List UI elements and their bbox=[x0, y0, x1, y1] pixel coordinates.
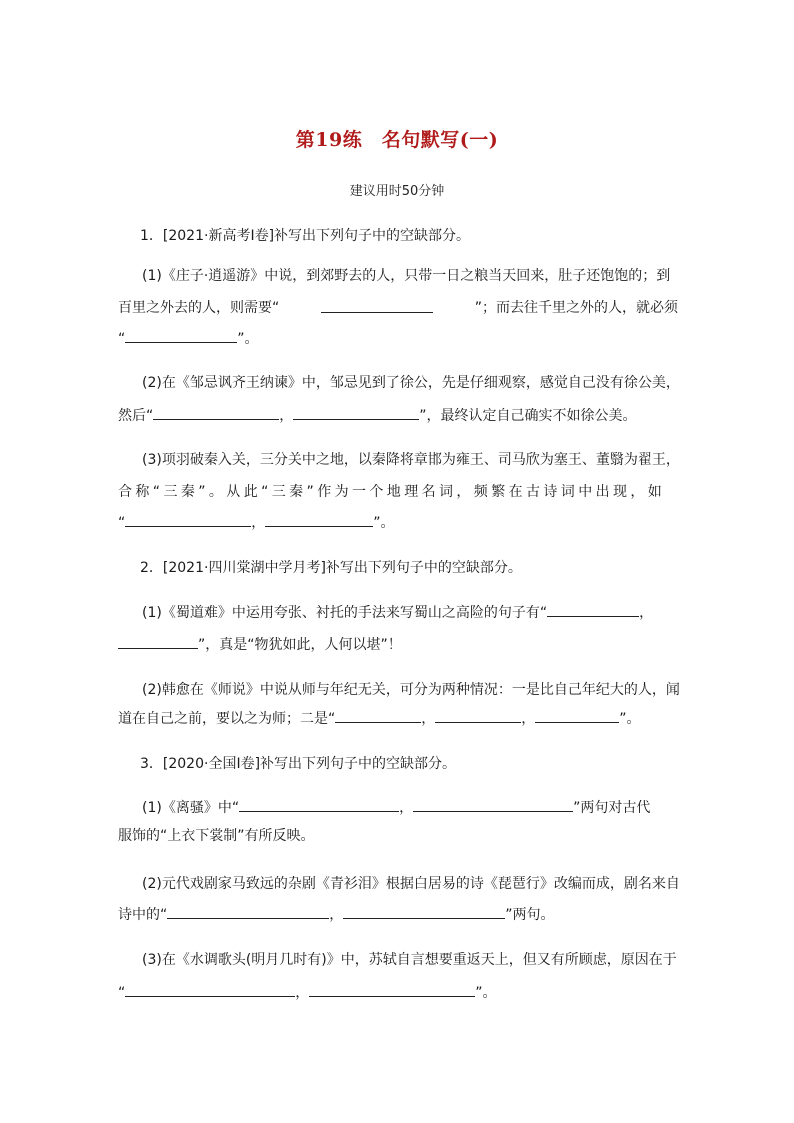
q1-item2-comma: ， bbox=[279, 408, 294, 424]
answer-blank[interactable] bbox=[535, 708, 619, 723]
q2-item2-comma-1: ， bbox=[421, 711, 436, 727]
q3-item2-comma: ， bbox=[329, 907, 344, 923]
q3-item1-line1 bbox=[142, 797, 650, 818]
q2-item2-close: ”。 bbox=[619, 711, 641, 727]
q1-item3-open: “ bbox=[118, 515, 126, 531]
answer-blank[interactable] bbox=[547, 602, 639, 617]
q1-item1-line2 bbox=[118, 298, 678, 318]
page-title: 第19练 名句默写(一) bbox=[295, 129, 499, 151]
q1-item2-line1: (2)在《邹忌讽齐王纳谏》中，邹忌见到了徐公，先是仔细观察，感觉自己没有徐公美， bbox=[142, 375, 680, 391]
q3-item3-line2 bbox=[118, 982, 497, 1003]
q1-item1-text-a: 百里之外去的人，则需要“ bbox=[118, 300, 280, 316]
question-2-header: 2．[2021·四川棠湖中学月考]补写出下列句子中的空缺部分。 bbox=[140, 560, 522, 576]
q1-item2-text-a: 然后“ bbox=[118, 408, 154, 424]
answer-blank[interactable] bbox=[435, 708, 521, 723]
q1-item1-line3 bbox=[118, 328, 259, 349]
q3-item2-line2 bbox=[118, 904, 555, 925]
answer-blank[interactable] bbox=[265, 512, 373, 527]
q3-item2-text-a: 诗中的“ bbox=[118, 907, 168, 923]
answer-blank[interactable] bbox=[125, 328, 237, 343]
q1-item3-comma: ， bbox=[251, 515, 266, 531]
q3-item1-line2: 服饰的“上衣下裳制”有所反映。 bbox=[118, 828, 315, 844]
q2-item1-line1 bbox=[142, 602, 653, 623]
q3-item2-line1: (2)元代戏剧家马致远的杂剧《青衫泪》根据白居易的诗《琵琶行》改编而成，剧名来自 bbox=[142, 876, 680, 892]
q1-item2-line2 bbox=[118, 405, 637, 426]
q2-item1-text-b: ”，真是“物犹如此，人何以堪”！ bbox=[198, 637, 402, 653]
question-3-header: 3．[2020·全国Ⅰ卷]补写出下列句子中的空缺部分。 bbox=[140, 756, 457, 772]
q2-item2-comma-2: ， bbox=[521, 711, 536, 727]
q3-item2-text-b: ”两句。 bbox=[505, 907, 555, 923]
answer-blank[interactable] bbox=[343, 904, 505, 919]
time-suggestion: 建议用时50分钟 bbox=[349, 184, 445, 199]
q2-item1-text-a: (1)《蜀道难》中运用夸张、衬托的手法来写蜀山之高险的句子有“ bbox=[142, 605, 548, 621]
q1-item3-line1: (3)项羽破秦入关，三分关中之地，以秦降将章邯为雍王、司马欣为塞王、董翳为翟王， bbox=[142, 452, 680, 468]
q3-item1-text-b: ”两句对古代 bbox=[573, 800, 651, 816]
q1-item3-text: 合称“三秦”。从此“三秦”作为一个地理名词，频繁在古诗词中出现，如 bbox=[118, 484, 666, 500]
answer-blank[interactable] bbox=[125, 512, 251, 527]
q3-item1-comma: ， bbox=[399, 800, 414, 816]
answer-blank[interactable] bbox=[413, 797, 573, 812]
answer-blank[interactable] bbox=[335, 708, 421, 723]
q2-item2-line1: (2)韩愈在《师说》中说从师与年纪无关，可分为两种情况：一是比自己年纪大的人，闻 bbox=[142, 682, 680, 698]
answer-blank[interactable] bbox=[239, 797, 399, 812]
q2-item2-text-a: 道在自己之前，要以之为师；二是“ bbox=[118, 711, 336, 727]
q1-item3-line3 bbox=[118, 512, 395, 533]
answer-blank[interactable] bbox=[321, 298, 433, 313]
q1-item3-close: ”。 bbox=[373, 515, 395, 531]
q1-item1-line1: (1)《庄子·逍遥游》中说，到郊野去的人，只带一日之粮当天回来，肚子还饱饱的；到 bbox=[142, 268, 671, 284]
answer-blank[interactable] bbox=[167, 904, 329, 919]
q1-item2-text-b: ”，最终认定自己确实不如徐公美。 bbox=[419, 408, 637, 424]
q3-item1-text-a: (1)《离骚》中“ bbox=[142, 800, 240, 816]
q3-item3-close: ”。 bbox=[475, 985, 497, 1001]
answer-blank[interactable] bbox=[309, 982, 475, 997]
q1-item1-text-b: ”；而去往千里之外的人，就必须 bbox=[474, 300, 678, 316]
answer-blank[interactable] bbox=[118, 634, 198, 649]
answer-blank[interactable] bbox=[153, 405, 279, 420]
q1-item1-text-c: “ bbox=[118, 331, 126, 347]
q1-item3-line2 bbox=[118, 482, 678, 502]
q2-item2-line2 bbox=[118, 708, 641, 729]
question-1-header: 1．[2021·新高考Ⅰ卷]补写出下列句子中的空缺部分。 bbox=[140, 228, 471, 244]
q2-item1-line2 bbox=[118, 634, 402, 655]
q1-item1-text-d: ”。 bbox=[237, 331, 259, 347]
answer-blank[interactable] bbox=[293, 405, 419, 420]
q3-item3-comma: ， bbox=[295, 985, 310, 1001]
q2-item1-comma: ， bbox=[639, 605, 654, 621]
answer-blank[interactable] bbox=[125, 982, 295, 997]
q3-item3-open: “ bbox=[118, 985, 126, 1001]
q3-item3-line1: (3)在《水调歌头(明月几时有)》中，苏轼自言想要重返天上，但又有所顾虑，原因在于 bbox=[142, 952, 677, 968]
